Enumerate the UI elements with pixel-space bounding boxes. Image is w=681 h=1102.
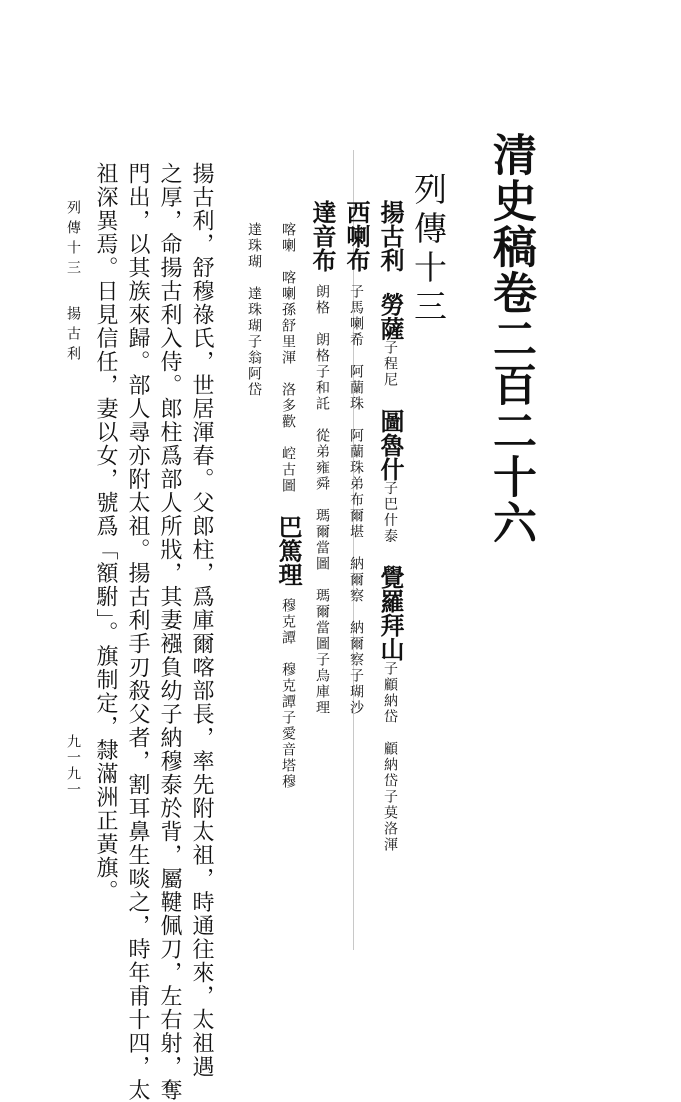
roster-note: 子顧納岱 顧納岱子莫洛渾 [382,661,398,854]
roster-note: 穆克譚 穆克譚子愛音塔穆 [280,598,296,791]
roster-column-5 [242,222,266,398]
roster-column-4 [274,222,303,791]
running-section: 列傳十三 [65,200,81,280]
roster-note: 朗格 朗格子和託 從弟雍舜 瑪爾當圖 瑪爾當圖子烏庫理 [314,284,330,716]
book-title: 清史稿卷二百二十六 [485,132,536,546]
running-name: 揚古利 [65,306,81,366]
roster-column-1 [376,200,405,854]
roster-name: 巴篤理 [274,514,303,587]
body-column-1: 揚古利，舒穆祿氏，世居渾春。父郎柱，爲庫爾喀部長，率先附太祖，時通往來，太祖遇 [189,162,214,1079]
roster-name: 勞薩 [376,292,405,341]
roster-name: 覺羅拜山 [376,565,405,662]
roster-name: 圖魯什 [376,408,405,481]
roster-column-3 [308,200,337,716]
roster-column-2 [342,200,371,716]
roster-name: 達音布 [308,200,337,272]
roster-name: 西喇布 [342,200,371,272]
body-column-2: 之厚，命揚古利入侍。郎柱爲部人所戕，其妻襁負幼子納穆泰於背，屬鞬佩刀，左右射，奪 [157,162,182,1102]
body-column-4: 祖深異焉。日見信任，妻以女，號爲「額駙」。旗制定，隸滿洲正黃旗。 [93,162,118,903]
page-number: 九一九一 [65,734,81,798]
roster-note: 達珠瑚 達珠瑚子翁阿岱 [246,222,262,398]
section-title: 列傳十三 [409,172,448,328]
roster-note: 喀喇 喀喇孫舒里渾 洛多歡 崆古圖 [280,222,296,494]
roster-note: 子程尼 [382,340,398,389]
roster-note: 子馬喇希 阿蘭珠 阿蘭珠弟布爾堪 納爾察 納爾察子瑚沙 [348,284,364,716]
scan-line [353,150,354,950]
body-column-3: 門出，以其族來歸。部人尋亦附太祖。揚古利手刃殺父者，割耳鼻生啖之，時年甫十四，太 [125,162,150,1102]
roster-note: 子巴什泰 [382,480,398,545]
roster-name: 揚古利 [376,200,405,272]
running-header [66,200,80,366]
